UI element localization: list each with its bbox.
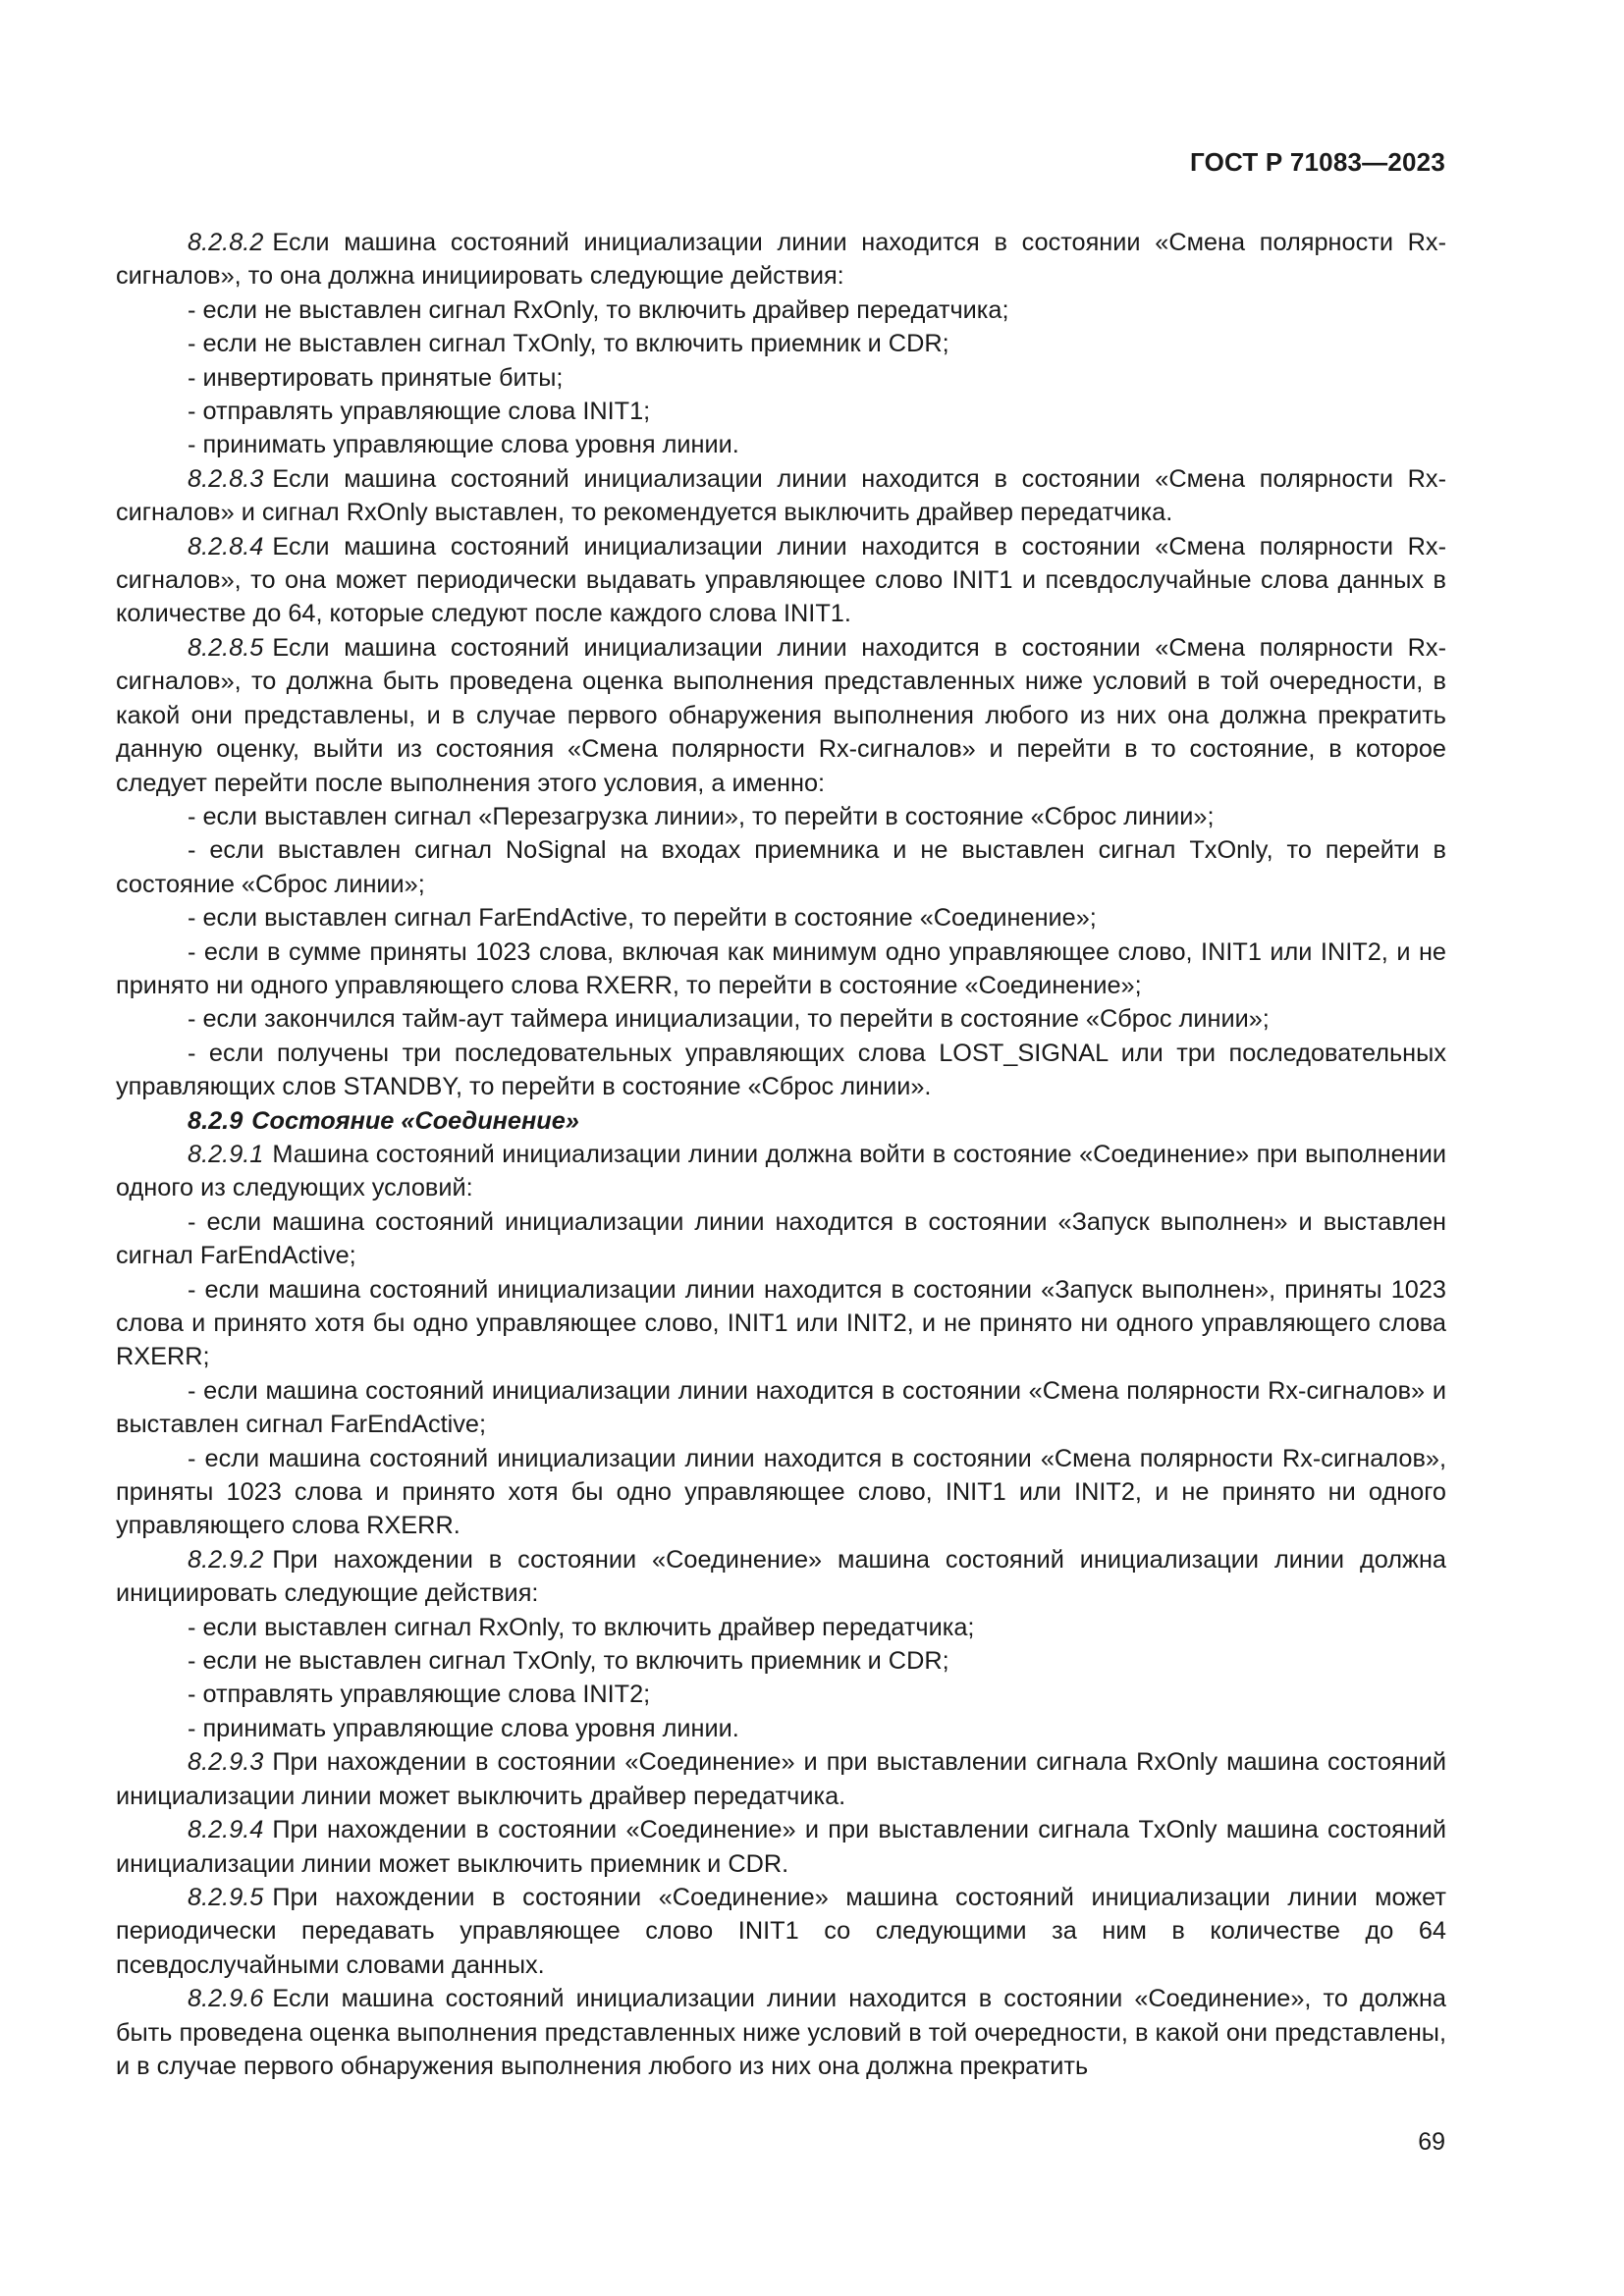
list-item: - если не выставлен сигнал TxOnly, то включить приемник и CDR;	[188, 1647, 949, 1676]
clause-number: 8.2.8.5	[188, 633, 264, 662]
clause-number: 8.2.8.4	[188, 532, 264, 561]
list-item: - принимать управляющие слова уровня линии.	[188, 1714, 739, 1742]
list-item: - если не выставлен сигнал RxOnly, то включить драйвер передатчика;	[188, 295, 1009, 324]
clause-number: 8.2.9.4	[188, 1816, 264, 1844]
clause-text: Если машина состояний инициализации линии находится в состоянии «Смена полярности Rx-сигналов», то она должна инициировать следующие действия:	[116, 229, 1446, 291]
clause-number: 8.2.8.2	[188, 229, 264, 256]
section-heading	[116, 1104, 1446, 1138]
list-item: - если машина состояний инициализации линии находится в состоянии «Смена полярности Rx-сигналов», приняты 1023 слова и принято хотя бы одно управляющее слово, INIT1 или INIT2, и не принято ни одного управляющего слова RXERR.	[116, 1444, 1446, 1540]
list-item: - если не выставлен сигнал TxOnly, то включить приемник и CDR;	[188, 330, 949, 358]
clause-text: Если машина состояний инициализации линии находится в состоянии «Соединение», то должна быть проведена оценка выполнения представленных ниже условий в той очередности, в какой они представлены, и в случае первого обнаружения выполнения любого из них она должна прекратить	[116, 1985, 1446, 2080]
clause-paragraph	[116, 530, 1446, 631]
list-item: - если машина состояний инициализации линии находится в состоянии «Запуск выполнен» и выставлен сигнал FarEndActive;	[116, 1207, 1446, 1270]
list-item: - инвертировать принятые биты;	[188, 363, 564, 392]
section-title: Состояние «Соединение»	[251, 1106, 579, 1135]
list-item: - если выставлен сигнал «Перезагрузка линии», то перейти в состояние «Сброс линии»;	[188, 802, 1215, 830]
list-item: - отправлять управляющие слова INIT1;	[188, 398, 651, 426]
clause-paragraph	[116, 226, 1446, 294]
clause-paragraph	[116, 631, 1446, 800]
clause-text: При нахождении в состоянии «Соединение» машина состояний инициализации линии должна инициировать следующие действия:	[116, 1545, 1446, 1608]
page-number: 69	[1418, 2128, 1445, 2156]
list-item: - если выставлен сигнал RxOnly, то включить драйвер передатчика;	[188, 1613, 975, 1641]
clause-paragraph	[116, 462, 1446, 530]
list-item: - если выставлен сигнал FarEndActive, то перейти в состояние «Соединение»;	[188, 904, 1097, 933]
list-item: - отправлять управляющие слова INIT2;	[188, 1681, 651, 1709]
clause-text: Если машина состояний инициализации линии находится в состоянии «Смена полярности Rx-сигналов», то должна быть проведена оценка выполнения представленных ниже условий в той очередности, в какой они представлены, и в случае первого обнаружения выполнения любого из них она должна прекратить данную оценку, выйти из состояния «Смена полярности Rx-сигналов» и перейти в то состояние, в которое следует перейти после выполнения этого условия, а именно:	[116, 633, 1446, 797]
clause-number: 8.2.9.2	[188, 1545, 264, 1574]
list-item: - если выставлен сигнал NoSignal на входах приемника и не выставлен сигнал TxOnly, то перейти в состояние «Сброс линии»;	[116, 836, 1446, 898]
clause-text: Если машина состояний инициализации линии находится в состоянии «Смена полярности Rx-сигналов» и сигнал RxOnly выставлен, то рекомендуется выключить драйвер передатчика.	[116, 464, 1446, 527]
clause-paragraph	[116, 1881, 1446, 1982]
clause-text: Если машина состояний инициализации линии находится в состоянии «Смена полярности Rx-сигналов», то она может периодически выдавать управляющее слово INIT1 и псевдослучайные слова данных в количестве до 64, которые следуют после каждого слова INIT1.	[116, 532, 1446, 628]
clause-paragraph	[116, 1982, 1446, 2083]
list-item: - если машина состояний инициализации линии находится в состоянии «Смена полярности Rx-сигналов» и выставлен сигнал FarEndActive;	[116, 1376, 1446, 1439]
clause-number: 8.2.8.3	[188, 464, 264, 493]
section-number: 8.2.9	[188, 1106, 244, 1135]
clause-text: При нахождении в состоянии «Соединение» и при выставлении сигнала TxOnly машина состояний инициализации линии может выключить приемник и CDR.	[116, 1816, 1446, 1878]
clause-text: При нахождении в состоянии «Соединение» и при выставлении сигнала RxOnly машина состояний инициализации линии может выключить драйвер передатчика.	[116, 1748, 1446, 1810]
clause-paragraph	[116, 1138, 1446, 1205]
clause-number: 8.2.9.6	[188, 1985, 264, 2013]
list-item: - если машина состояний инициализации линии находится в состоянии «Запуск выполнен», приняты 1023 слова и принято хотя бы одно управляющее слово, INIT1 или INIT2, и не принято ни одного управляющего слова RXERR;	[116, 1275, 1446, 1371]
clause-text: При нахождении в состоянии «Соединение» машина состояний инициализации линии может периодически передавать управляющее слово INIT1 со следующими за ним в количестве до 64 псевдослучайными словами данных.	[116, 1883, 1446, 1979]
document-body	[116, 226, 1446, 2083]
list-item: - если в сумме приняты 1023 слова, включая как минимум одно управляющее слово, INIT1 или INIT2, и не принято ни одного управляющего слова RXERR, то перейти в состояние «Соединение»;	[116, 937, 1446, 999]
clause-text: Машина состояний инициализации линии должна войти в состояние «Соединение» при выполнении одного из следующих условий:	[116, 1140, 1446, 1202]
clause-paragraph	[116, 1813, 1446, 1881]
clause-paragraph	[116, 1543, 1446, 1611]
clause-paragraph	[116, 1745, 1446, 1813]
list-item: - если закончился тайм-аут таймера инициализации, то перейти в состояние «Сброс линии»;	[188, 1005, 1270, 1034]
clause-number: 8.2.9.3	[188, 1748, 264, 1777]
list-item: - если получены три последовательных управляющих слова LOST_SIGNAL или три последовательных управляющих слов STANDBY, то перейти в состояние «Сброс линии».	[116, 1039, 1446, 1101]
document-id: ГОСТ Р 71083—2023	[1190, 147, 1445, 177]
clause-number: 8.2.9.1	[188, 1140, 264, 1168]
clause-number: 8.2.9.5	[188, 1883, 264, 1911]
list-item: - принимать управляющие слова уровня линии.	[188, 431, 739, 459]
